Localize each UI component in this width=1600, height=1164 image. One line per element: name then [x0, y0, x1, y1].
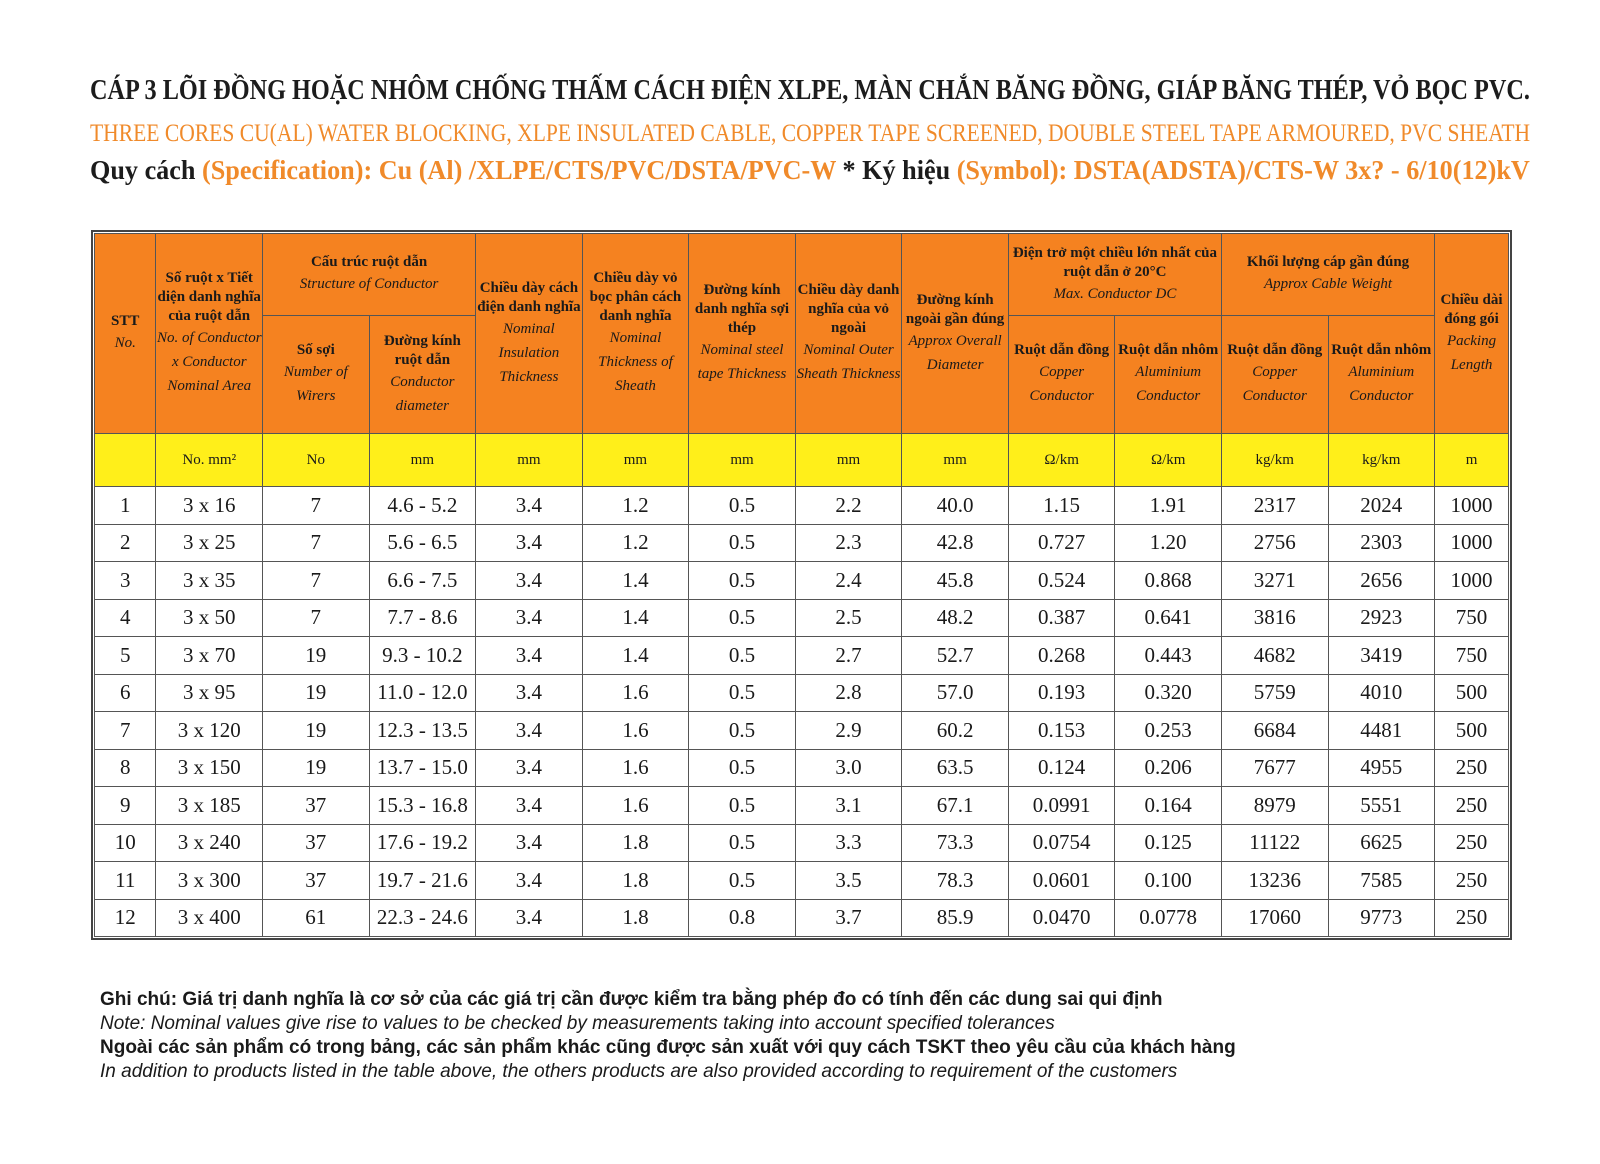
table-cell: 0.0601	[1008, 862, 1115, 900]
table-cell: 0.5	[689, 749, 796, 787]
table-cell: 0.868	[1115, 562, 1222, 600]
table-cell: 0.5	[689, 637, 796, 675]
table-cell: 2.4	[795, 562, 902, 600]
table-cell: 17.6 - 19.2	[369, 824, 476, 862]
page-subtitle: THREE CORES CU(AL) WATER BLOCKING, XLPE INSULATED CABLE, COPPER TAPE SCREENED, DOUBLE STEEL TAPE ARMOURED, PVC SHEATH	[90, 120, 1531, 147]
header-conductor-diameter: Đường kính ruột dẫn Conductor diameter	[369, 316, 476, 434]
table-cell: 0.524	[1008, 562, 1115, 600]
table-cell: 3.4	[476, 637, 583, 675]
table-cell: 5759	[1221, 674, 1328, 712]
table-cell: 250	[1435, 862, 1509, 900]
table-cell: 0.124	[1008, 749, 1115, 787]
table-cell: 0.5	[689, 712, 796, 750]
header-resistance-aluminium: Ruột dẫn nhôm Aluminium Conductor	[1115, 316, 1222, 434]
table-cell: 4	[95, 599, 156, 637]
table-cell: 1.4	[582, 599, 689, 637]
table-cell: 3 x 70	[156, 637, 263, 675]
table-cell: 9773	[1328, 899, 1435, 937]
table-cell: 3.4	[476, 487, 583, 525]
header-weight-aluminium: Ruột dẫn nhôm Aluminium Conductor	[1328, 316, 1435, 434]
table-cell: 3271	[1221, 562, 1328, 600]
table-cell: 0.5	[689, 862, 796, 900]
table-cell: 2.5	[795, 599, 902, 637]
table-cell: 3.7	[795, 899, 902, 937]
table-cell: 4481	[1328, 712, 1435, 750]
table-cell: 0.193	[1008, 674, 1115, 712]
table-cell: 500	[1435, 674, 1509, 712]
table-cell: 3.4	[476, 524, 583, 562]
table-cell: 0.5	[689, 524, 796, 562]
table-cell: 0.320	[1115, 674, 1222, 712]
table-cell: 0.0778	[1115, 899, 1222, 937]
table-row	[95, 712, 1509, 750]
notes-section	[100, 988, 1520, 1084]
table-cell: 7	[263, 487, 370, 525]
table-cell: 3.4	[476, 862, 583, 900]
table-cell: 5.6 - 6.5	[369, 524, 476, 562]
table-cell: 3.4	[476, 562, 583, 600]
table-cell: 17060	[1221, 899, 1328, 937]
table-cell: 2.2	[795, 487, 902, 525]
table-row	[95, 637, 1509, 675]
table-cell: 40.0	[902, 487, 1009, 525]
table-cell: 7.7 - 8.6	[369, 599, 476, 637]
table-cell: 250	[1435, 749, 1509, 787]
table-row	[95, 562, 1509, 600]
table-cell: 500	[1435, 712, 1509, 750]
table-row	[95, 899, 1509, 937]
table-cell: 6625	[1328, 824, 1435, 862]
unit-cell: Ω/km	[1115, 434, 1222, 487]
table-cell: 11	[95, 862, 156, 900]
table-cell: 63.5	[902, 749, 1009, 787]
table-cell: 6	[95, 674, 156, 712]
table-cell: 3816	[1221, 599, 1328, 637]
table-cell: 37	[263, 824, 370, 862]
unit-cell: mm	[476, 434, 583, 487]
unit-cell: mm	[689, 434, 796, 487]
table-cell: 3 x 95	[156, 674, 263, 712]
table-cell: 4010	[1328, 674, 1435, 712]
table-cell: 3 x 150	[156, 749, 263, 787]
table-cell: 1.15	[1008, 487, 1115, 525]
table-cell: 13236	[1221, 862, 1328, 900]
spec-quy-cach-label: Quy cách	[90, 155, 203, 185]
table-cell: 7	[263, 599, 370, 637]
spec-separator: *	[835, 155, 863, 185]
table-cell: 19	[263, 637, 370, 675]
table-cell: 19.7 - 21.6	[369, 862, 476, 900]
spec-specification-value: (Specification): Cu (Al) /XLPE/CTS/PVC/DSTA/PVC-W	[202, 155, 836, 185]
table-cell: 48.2	[902, 599, 1009, 637]
note-en-2: In addition to products listed in the table above, the others products are also provided according to requirement of the customers	[100, 1061, 1178, 1082]
table-cell: 250	[1435, 824, 1509, 862]
table-cell: 3.5	[795, 862, 902, 900]
table-cell: 5551	[1328, 787, 1435, 825]
table-cell: 1.6	[582, 749, 689, 787]
table-cell: 1.8	[582, 899, 689, 937]
table-cell: 0.8	[689, 899, 796, 937]
table-cell: 3419	[1328, 637, 1435, 675]
table-cell: 3.1	[795, 787, 902, 825]
table-cell: 4682	[1221, 637, 1328, 675]
table-cell: 3.4	[476, 749, 583, 787]
table-cell: 250	[1435, 899, 1509, 937]
unit-cell: mm	[795, 434, 902, 487]
table-cell: 1.6	[582, 787, 689, 825]
table-cell: 1.6	[582, 674, 689, 712]
table-cell: 0.5	[689, 487, 796, 525]
page-title: CÁP 3 LÕI ĐỒNG HOẶC NHÔM CHỐNG THẤM CÁCH ĐIỆN XLPE, MÀN CHẮN BĂNG ĐỒNG, GIÁP BĂNG THÉP, VỎ BỌC PVC.	[90, 74, 1530, 106]
table-cell: 1.6	[582, 712, 689, 750]
table-cell: 3 x 16	[156, 487, 263, 525]
table-cell: 7	[263, 524, 370, 562]
table-cell: 1000	[1435, 487, 1509, 525]
note-vn-1: Ghi chú: Giá trị danh nghĩa là cơ sở của các giá trị cần được kiểm tra bằng phép đo có tính đến các dung sai qui định	[100, 989, 1163, 1010]
unit-cell: No. mm²	[156, 434, 263, 487]
table-cell: 67.1	[902, 787, 1009, 825]
table-cell: 0.164	[1115, 787, 1222, 825]
table-cell: 1.8	[582, 862, 689, 900]
unit-cell: kg/km	[1221, 434, 1328, 487]
table-cell: 52.7	[902, 637, 1009, 675]
table-cell: 1.91	[1115, 487, 1222, 525]
table-cell: 3 x 50	[156, 599, 263, 637]
header-outer-sheath: Chiều dày danh nghĩa của vỏ ngoài Nominal Outer Sheath Thickness	[795, 234, 902, 434]
table-cell: 9	[95, 787, 156, 825]
table-cell: 0.387	[1008, 599, 1115, 637]
table-row	[95, 674, 1509, 712]
table-cell: 6684	[1221, 712, 1328, 750]
header-resistance: Điện trở một chiều lớn nhất của ruột dẫn ở 20°C Max. Conductor DC	[1008, 234, 1221, 316]
unit-cell: kg/km	[1328, 434, 1435, 487]
table-cell: 3.4	[476, 824, 583, 862]
table-cell: 1.4	[582, 637, 689, 675]
header-steel-tape: Đường kính danh nghĩa sợi thép Nominal steel tape Thickness	[689, 234, 796, 434]
table-cell: 0.0991	[1008, 787, 1115, 825]
table-cell: 0.5	[689, 674, 796, 712]
table-cell: 61	[263, 899, 370, 937]
table-cell: 0.0470	[1008, 899, 1115, 937]
table-row	[95, 749, 1509, 787]
table-cell: 19	[263, 712, 370, 750]
table-cell: 3 x 400	[156, 899, 263, 937]
table-cell: 2656	[1328, 562, 1435, 600]
note-vn-2: Ngoài các sản phẩm có trong bảng, các sản phẩm khác cũng được sản xuất với quy cách TSKT theo yêu cầu của khách hàng	[100, 1037, 1236, 1058]
table-cell: 0.206	[1115, 749, 1222, 787]
unit-cell	[95, 434, 156, 487]
table-cell: 750	[1435, 637, 1509, 675]
table-cell: 0.0754	[1008, 824, 1115, 862]
table-cell: 8979	[1221, 787, 1328, 825]
table-cell: 2.7	[795, 637, 902, 675]
table-cell: 0.443	[1115, 637, 1222, 675]
table-cell: 7677	[1221, 749, 1328, 787]
cable-spec-table	[94, 233, 1509, 937]
table-cell: 2756	[1221, 524, 1328, 562]
unit-cell: Ω/km	[1008, 434, 1115, 487]
table-cell: 3.4	[476, 899, 583, 937]
table-cell: 0.268	[1008, 637, 1115, 675]
table-cell: 11.0 - 12.0	[369, 674, 476, 712]
table-cell: 2923	[1328, 599, 1435, 637]
header-overall-diameter: Đường kính ngoài gần đúng Approx Overall Diameter	[902, 234, 1009, 434]
table-cell: 2303	[1328, 524, 1435, 562]
table-cell: 12.3 - 13.5	[369, 712, 476, 750]
table-cell: 7	[95, 712, 156, 750]
table-cell: 750	[1435, 599, 1509, 637]
table-cell: 1000	[1435, 562, 1509, 600]
table-cell: 4.6 - 5.2	[369, 487, 476, 525]
table-cell: 3.4	[476, 599, 583, 637]
units-row	[95, 434, 1509, 487]
table-cell: 3.4	[476, 787, 583, 825]
table-cell: 0.125	[1115, 824, 1222, 862]
table-row	[95, 862, 1509, 900]
table-cell: 3 x 35	[156, 562, 263, 600]
table-cell: 5	[95, 637, 156, 675]
header-weight: Khối lượng cáp gần đúng Approx Cable Weight	[1221, 234, 1434, 316]
table-cell: 15.3 - 16.8	[369, 787, 476, 825]
table-cell: 0.727	[1008, 524, 1115, 562]
spec-ky-hieu-label: Ký hiệu	[862, 155, 957, 185]
table-cell: 3.0	[795, 749, 902, 787]
table-cell: 60.2	[902, 712, 1009, 750]
table-cell: 19	[263, 749, 370, 787]
header-wires: Số sợi Number of Wirers	[263, 316, 370, 434]
table-cell: 19	[263, 674, 370, 712]
table-cell: 250	[1435, 787, 1509, 825]
table-cell: 3 x 25	[156, 524, 263, 562]
table-row	[95, 487, 1509, 525]
table-cell: 1.8	[582, 824, 689, 862]
table-cell: 0.5	[689, 787, 796, 825]
table-cell: 85.9	[902, 899, 1009, 937]
table-cell: 2.8	[795, 674, 902, 712]
table-cell: 0.253	[1115, 712, 1222, 750]
unit-cell: mm	[369, 434, 476, 487]
table-cell: 1.2	[582, 487, 689, 525]
unit-cell: mm	[582, 434, 689, 487]
table-cell: 6.6 - 7.5	[369, 562, 476, 600]
header-separation-sheath: Chiều dày vỏ bọc phân cách danh nghĩa Nominal Thickness of Sheath	[582, 234, 689, 434]
table-cell: 3.4	[476, 674, 583, 712]
table-cell: 37	[263, 862, 370, 900]
table-cell: 1	[95, 487, 156, 525]
header-packing-length: Chiều dài đóng gói Packing Length	[1435, 234, 1509, 434]
table-cell: 1.4	[582, 562, 689, 600]
table-row	[95, 524, 1509, 562]
table-cell: 3 x 300	[156, 862, 263, 900]
unit-cell: mm	[902, 434, 1009, 487]
table-cell: 7	[263, 562, 370, 600]
specification-line	[90, 150, 1530, 190]
table-cell: 13.7 - 15.0	[369, 749, 476, 787]
table-cell: 73.3	[902, 824, 1009, 862]
table-cell: 1.2	[582, 524, 689, 562]
table-cell: 0.100	[1115, 862, 1222, 900]
table-cell: 4955	[1328, 749, 1435, 787]
table-row	[95, 824, 1509, 862]
table-cell: 22.3 - 24.6	[369, 899, 476, 937]
cable-spec-table-frame	[91, 230, 1512, 940]
header-area: Số ruột x Tiết diện danh nghĩa của ruột dẫn No. of Conductor x Conductor Nominal Area	[156, 234, 263, 434]
table-cell: 0.641	[1115, 599, 1222, 637]
table-cell: 0.5	[689, 562, 796, 600]
table-cell: 8	[95, 749, 156, 787]
unit-cell: m	[1435, 434, 1509, 487]
header-resistance-copper: Ruột dẫn đồng Copper Conductor	[1008, 316, 1115, 434]
header-stt: STT No.	[95, 234, 156, 434]
table-cell: 2.9	[795, 712, 902, 750]
header-insulation: Chiều dày cách điện danh nghĩa Nominal Insulation Thickness	[476, 234, 583, 434]
table-cell: 2317	[1221, 487, 1328, 525]
table-cell: 3.4	[476, 712, 583, 750]
table-cell: 0.153	[1008, 712, 1115, 750]
table-cell: 3	[95, 562, 156, 600]
table-cell: 1.20	[1115, 524, 1222, 562]
table-cell: 3 x 120	[156, 712, 263, 750]
table-cell: 0.5	[689, 599, 796, 637]
table-row	[95, 599, 1509, 637]
table-cell: 37	[263, 787, 370, 825]
table-cell: 0.5	[689, 824, 796, 862]
table-cell: 3.3	[795, 824, 902, 862]
table-cell: 45.8	[902, 562, 1009, 600]
unit-cell: No	[263, 434, 370, 487]
table-cell: 42.8	[902, 524, 1009, 562]
table-cell: 78.3	[902, 862, 1009, 900]
table-cell: 3 x 240	[156, 824, 263, 862]
table-cell: 2	[95, 524, 156, 562]
table-cell: 7585	[1328, 862, 1435, 900]
header-structure: Cấu trúc ruột dẫn Structure of Conductor	[263, 234, 476, 316]
table-row	[95, 787, 1509, 825]
table-cell: 12	[95, 899, 156, 937]
spec-symbol-value: (Symbol): DSTA(ADSTA)/CTS-W 3x? - 6/10(12)kV	[956, 155, 1530, 185]
table-cell: 2024	[1328, 487, 1435, 525]
table-cell: 9.3 - 10.2	[369, 637, 476, 675]
table-cell: 11122	[1221, 824, 1328, 862]
table-cell: 3 x 185	[156, 787, 263, 825]
table-cell: 10	[95, 824, 156, 862]
table-cell: 1000	[1435, 524, 1509, 562]
note-en-1: Note: Nominal values give rise to values to be checked by measurements taking into account specified tolerances	[100, 1013, 1055, 1034]
table-cell: 2.3	[795, 524, 902, 562]
header-weight-copper: Ruột dẫn đồng Copper Conductor	[1221, 316, 1328, 434]
table-cell: 57.0	[902, 674, 1009, 712]
